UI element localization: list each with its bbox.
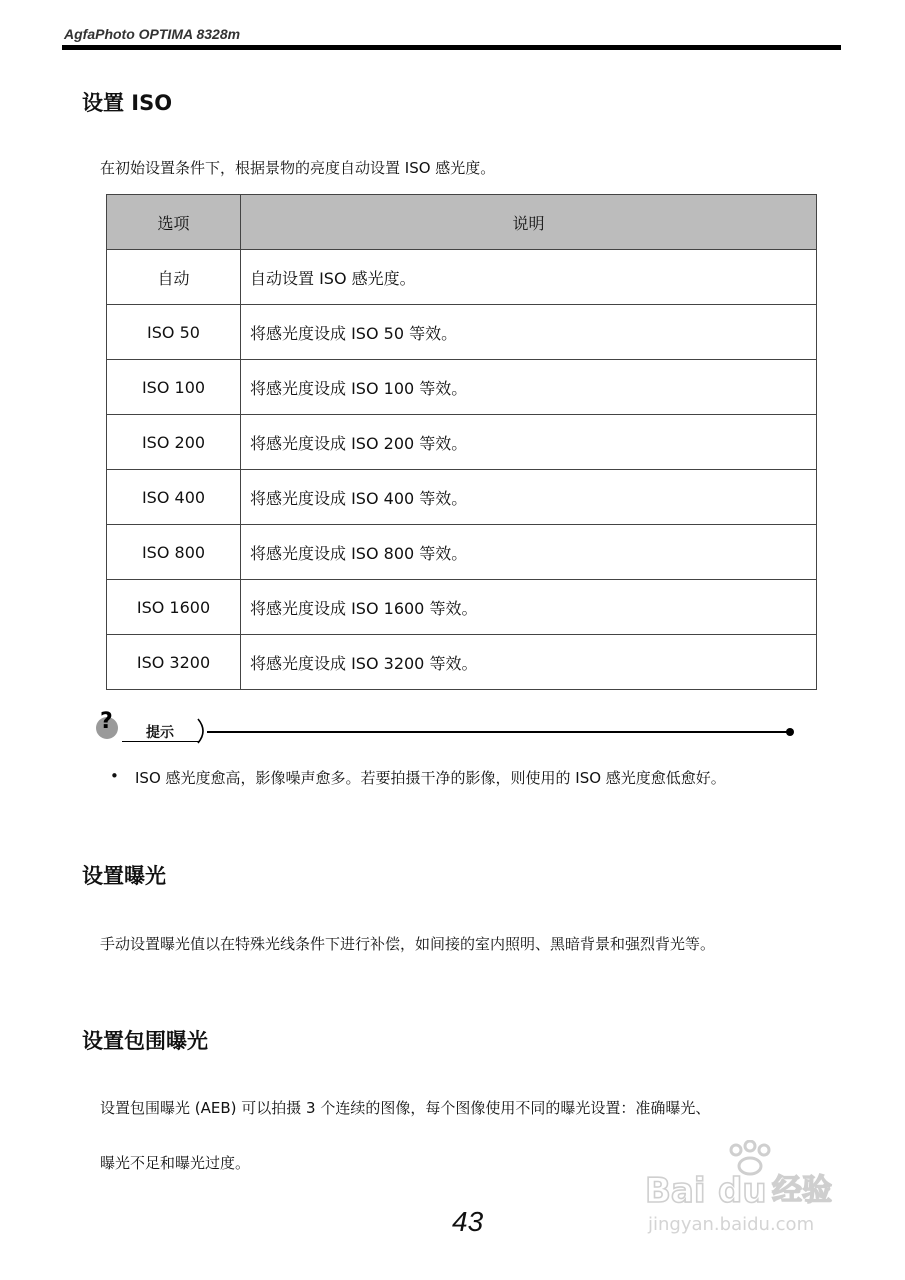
table-cell-description: 将感光度设成 ISO 200 等效。	[241, 415, 817, 470]
header-rule	[62, 45, 841, 50]
question-icon	[94, 706, 124, 740]
table-cell-option: ISO 800	[107, 525, 241, 580]
header-brand: AgfaPhoto OPTIMA 8328m	[64, 26, 241, 42]
tip-divider-dot	[786, 728, 794, 736]
iso-intro-text: 在初始设置条件下，根据景物的亮度自动设置 ISO 感光度。	[100, 159, 496, 177]
table-row	[107, 415, 817, 470]
svg-text:经验: 经验	[772, 1173, 832, 1208]
table-cell-option: ISO 100	[107, 360, 241, 415]
bracket-text-line2: 曝光不足和曝光过度。	[100, 1154, 251, 1172]
table-cell-option: ISO 400	[107, 470, 241, 525]
table-row	[107, 580, 817, 635]
page-number: 43	[452, 1206, 484, 1237]
table-cell-description: 将感光度设成 ISO 400 等效。	[241, 470, 817, 525]
svg-text:Bai: Bai	[645, 1171, 706, 1211]
table-cell-option: ISO 200	[107, 415, 241, 470]
iso-options-table	[106, 194, 817, 690]
table-cell-description: 自动设置 ISO 感光度。	[241, 250, 817, 305]
tip-divider	[207, 731, 789, 733]
svg-text:du: du	[718, 1171, 767, 1211]
tip-text: ISO 感光度愈高，影像噪声愈多。若要拍摄干净的影像，则使用的 ISO 感光度愈低愈好。	[135, 769, 726, 787]
heading-iso: 设置 ISO	[82, 91, 173, 115]
table-cell-description: 将感光度设成 ISO 1600 等效。	[241, 580, 817, 635]
table-row	[107, 635, 817, 690]
table-header-row	[107, 195, 817, 250]
table-row	[107, 305, 817, 360]
table-header-option: 选项	[107, 195, 241, 250]
baidu-watermark-logo	[640, 1140, 855, 1240]
heading-bracket: 设置包围曝光	[82, 1029, 208, 1053]
table-row	[107, 250, 817, 305]
tip-underline	[122, 741, 200, 742]
tip-label: 提示	[146, 725, 174, 741]
table-cell-option: ISO 3200	[107, 635, 241, 690]
bullet-marker: •	[110, 767, 119, 785]
table-cell-description: 将感光度设成 ISO 50 等效。	[241, 305, 817, 360]
svg-text:?: ?	[100, 709, 113, 734]
heading-exposure: 设置曝光	[82, 864, 166, 888]
table-cell-description: 将感光度设成 ISO 100 等效。	[241, 360, 817, 415]
bracket-text-line1: 设置包围曝光 (AEB) 可以拍摄 3 个连续的图像，每个图像使用不同的曝光设置：准确曝光、	[100, 1099, 711, 1117]
table-cell-description: 将感光度设成 ISO 3200 等效。	[241, 635, 817, 690]
exposure-text: 手动设置曝光值以在特殊光线条件下进行补偿，如间接的室内照明、黑暗背景和强烈背光等。	[100, 935, 716, 953]
svg-text:jingyan.baidu.com: jingyan.baidu.com	[648, 1214, 815, 1235]
table-row	[107, 470, 817, 525]
table-header-description: 说明	[241, 195, 817, 250]
table-cell-option: ISO 1600	[107, 580, 241, 635]
table-cell-description: 将感光度设成 ISO 800 等效。	[241, 525, 817, 580]
table-row	[107, 525, 817, 580]
table-cell-option: 自动	[107, 250, 241, 305]
table-row	[107, 360, 817, 415]
table-cell-option: ISO 50	[107, 305, 241, 360]
